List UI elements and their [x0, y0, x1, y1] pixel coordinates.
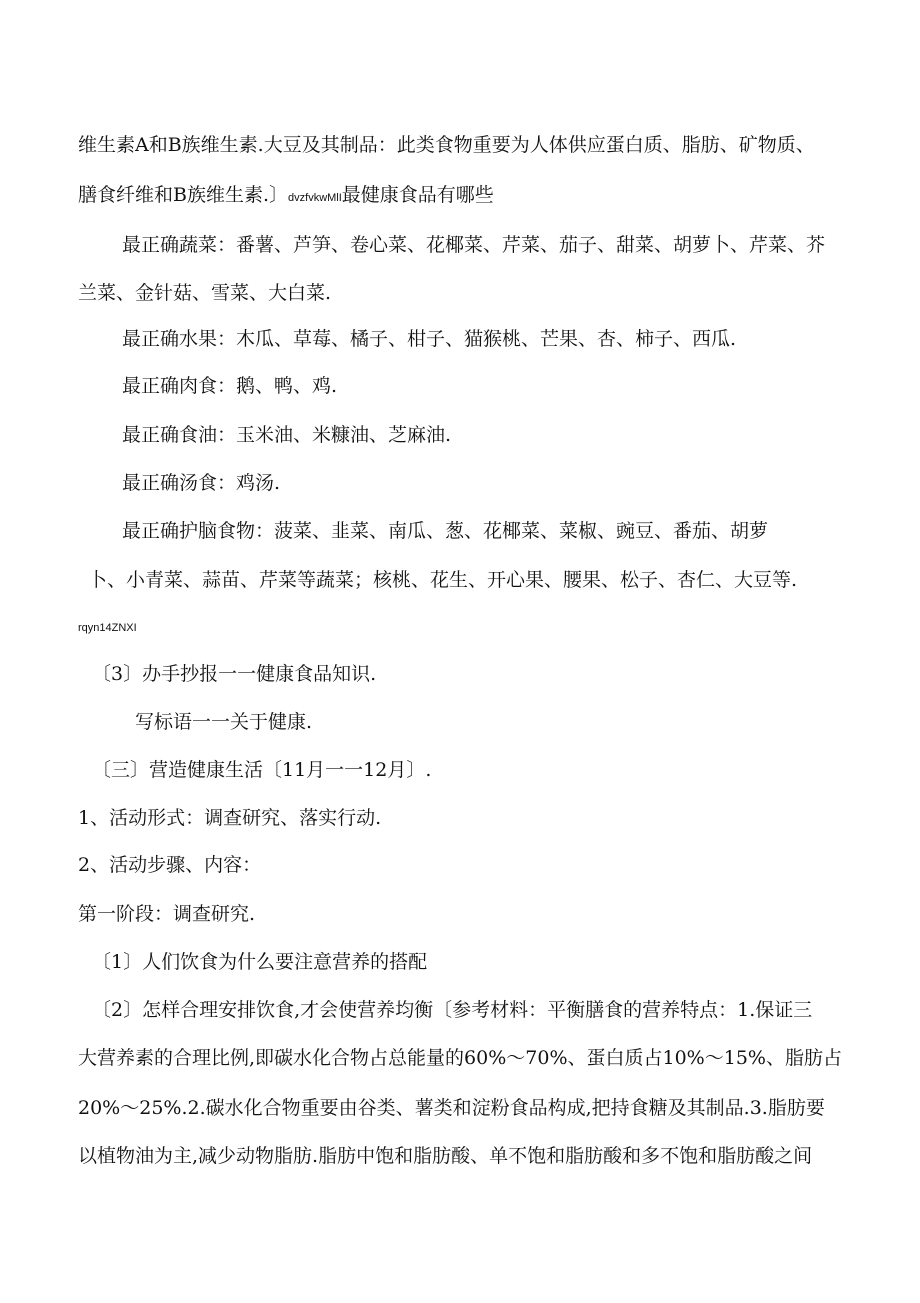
- heading-text: 最健康食品有哪些: [341, 184, 494, 206]
- paragraph-line: 大营养素的合理比例,即碳水化合物占总能量的60%〜70%、蛋白质占10%〜15%、脂肪占: [78, 1047, 842, 1069]
- code-text: dvzfvkwMlI: [288, 192, 342, 204]
- paragraph-line: 最正确肉食：鹅、鸭、鸡.: [122, 375, 338, 397]
- section-heading: 〔三〕营造健康生活〔11月一一12月〕.: [92, 759, 432, 781]
- paragraph-line: 〔1〕人们饮食为什么要注意营养的搭配: [92, 951, 428, 973]
- code-text: rqyn14ZNXI: [78, 622, 137, 634]
- paragraph-line: 写标语一一关于健康.: [135, 711, 313, 733]
- paragraph-line: 卜、小青菜、蒜苗、芹菜等蔬菜；核桃、花生、开心果、腰果、松子、杏仁、大豆等.: [88, 569, 798, 591]
- paragraph-line: 第一阶段：调查研究.: [78, 903, 256, 925]
- paragraph-line: 维生素A和B族维生素.大豆及其制品：此类食物重要为人体供应蛋白质、脂肪、矿物质、: [78, 134, 815, 156]
- paragraph-line: 最正确汤食：鸡汤.: [122, 472, 281, 494]
- paragraph-line: 兰菜、金针菇、雪菜、大白菜.: [78, 282, 332, 304]
- paragraph-line: 最正确食油：玉米油、米糠油、芝麻油.: [122, 424, 452, 446]
- paragraph-line: 20%〜25%.2.碳水化合物重要由谷类、薯类和淀粉食品构成,把持食糖及其制品.3.脂肪要: [78, 1097, 825, 1119]
- paragraph-line: 〔2〕怎样合理安排饮食,才会使营养均衡〔参考材料：平衡膳食的营养特点：1.保证三: [92, 999, 813, 1021]
- paragraph-line: 最正确护脑食物：菠菜、韭菜、南瓜、葱、花椰菜、菜椒、豌豆、番茄、胡萝: [122, 520, 769, 542]
- paragraph-text: 膳食纤维和B族维生素.〕: [78, 184, 289, 206]
- paragraph-line: 最正确水果：木瓜、草莓、橘子、柑子、猫猴桃、芒果、杏、柿子、西瓜.: [122, 328, 737, 350]
- paragraph-line: 最正确蔬菜：番薯、芦笋、卷心菜、花椰菜、芹菜、茄子、甜菜、胡萝卜、芹菜、芥: [122, 234, 826, 256]
- paragraph-line: 1、活动形式：调查研究、落实行动.: [78, 807, 382, 829]
- paragraph-line: [78, 183, 494, 210]
- paragraph-line: 〔3〕办手抄报一一健康食品知识.: [92, 663, 377, 685]
- paragraph-line: 以植物油为主,减少动物脂肪.脂肪中饱和脂肪酸、单不饱和脂肪酸和多不饱和脂肪酸之间: [78, 1145, 813, 1167]
- paragraph-line: 2、活动步骤、内容：: [78, 854, 262, 876]
